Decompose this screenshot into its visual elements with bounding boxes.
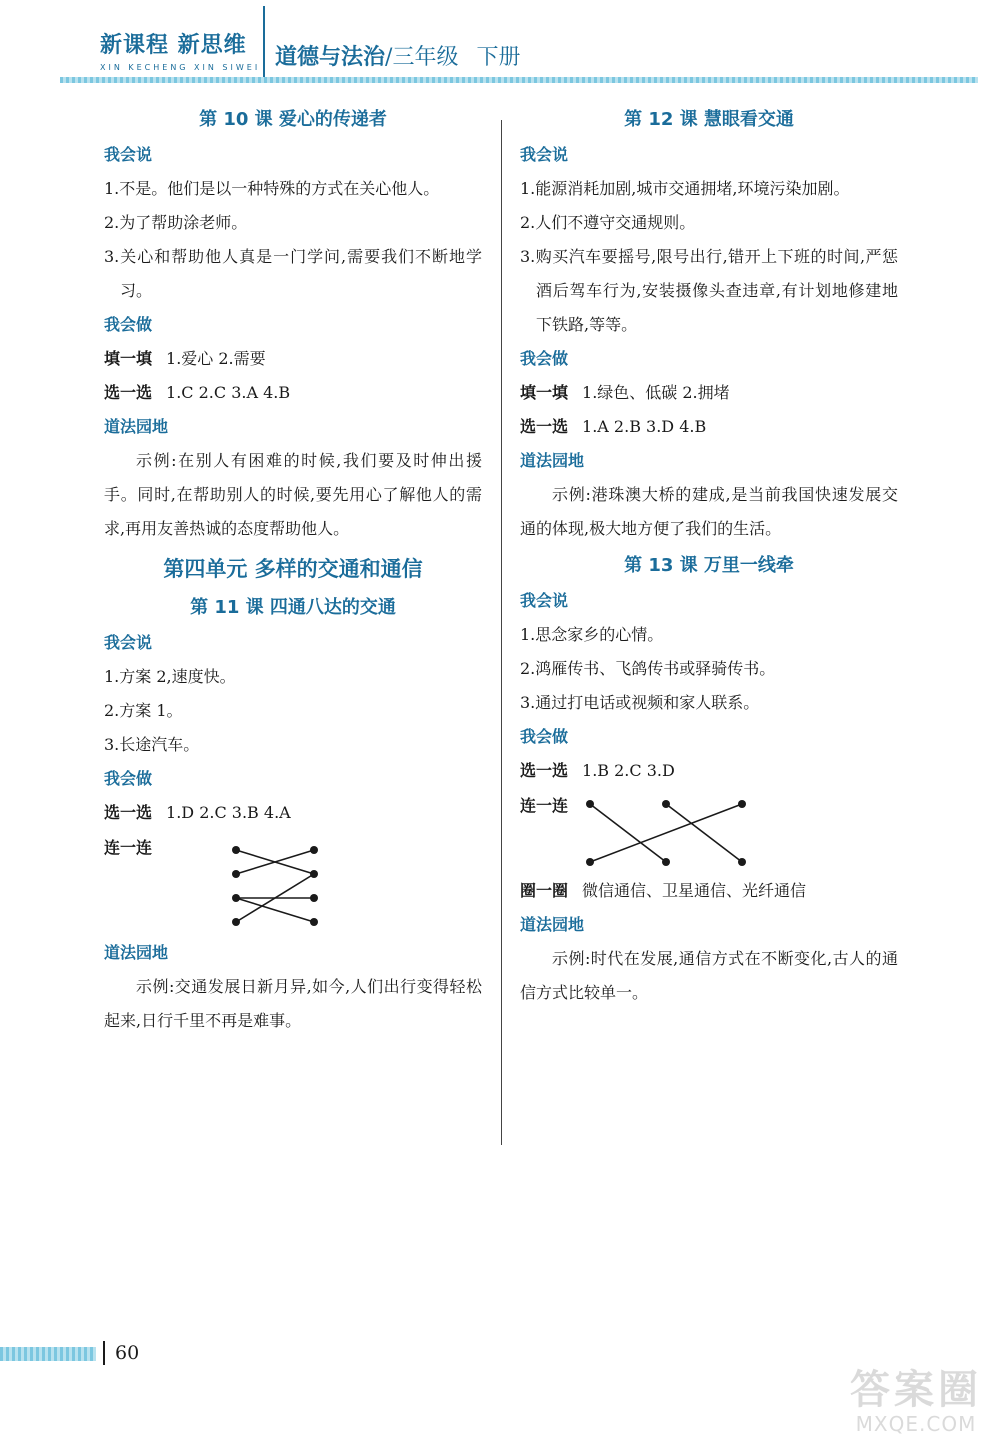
l11-say-heading: 我会说	[104, 633, 153, 652]
match-dot	[232, 894, 240, 902]
l11-say-item: 2.方案 1。	[104, 701, 183, 720]
l13-say-item: 1.思念家乡的心情。	[520, 625, 664, 644]
choose-value: 1.B 2.C 3.D	[582, 761, 675, 780]
match-dot	[586, 800, 594, 808]
l10-choose-answer	[104, 376, 482, 410]
choose-value: 1.C 2.C 3.A 4.B	[166, 383, 291, 402]
fill-value: 1.爱心 2.需要	[166, 349, 266, 368]
l10-say-heading: 我会说	[104, 145, 153, 164]
brand-pinyin: XIN KECHENG XIN SIWEI	[100, 63, 261, 72]
fill-value: 1.绿色、低碳 2.拥堵	[582, 383, 730, 402]
connect-label: 连一连	[104, 838, 153, 857]
footer-band	[0, 1347, 96, 1361]
circle-value: 微信通信、卫星通信、光纤通信	[582, 881, 807, 900]
l13-say-heading: 我会说	[520, 591, 569, 610]
l11-say-item: 3.长途汽车。	[104, 735, 200, 754]
l13-circle-answer	[520, 874, 898, 908]
l13-say-item: 2.鸿雁传书、飞鸽传书或驿骑传书。	[520, 659, 776, 678]
match-dot	[310, 870, 318, 878]
l12-say-item: 3.购买汽车要摇号,限号出行,错开上下班的时间,严惩酒后驾车行为,安装摄像头查违章,有计划地修建地下铁路,等等。	[520, 247, 898, 334]
l12-choose-answer	[520, 410, 898, 444]
l13-say-item: 3.通过打电话或视频和家人联系。	[520, 693, 760, 712]
l13-choose-answer	[520, 754, 898, 788]
brand-title: 新课程 新思维	[100, 33, 247, 58]
l13-garden-text: 示例:时代在发展,通信方式在不断变化,古人的通信方式比较单一。	[520, 949, 898, 1002]
match-dot	[662, 858, 670, 866]
choose-label: 选一选	[104, 383, 153, 402]
match-dot	[232, 870, 240, 878]
match-dot	[310, 918, 318, 926]
book-grade: 三年级	[392, 45, 459, 70]
match-line	[590, 804, 742, 862]
header-divider	[263, 6, 265, 78]
l12-say-item: 2.人们不遵守交通规则。	[520, 213, 696, 232]
left-column	[104, 108, 482, 1038]
choose-label: 选一选	[520, 417, 569, 436]
l11-matching-diagram	[154, 836, 334, 936]
brand-block	[100, 28, 260, 72]
column-divider	[501, 120, 502, 1145]
match-dot	[232, 918, 240, 926]
l13-garden-heading: 道法园地	[520, 915, 585, 934]
lesson-10-title: 第 10 课 爱心的传递者	[199, 109, 387, 130]
l10-garden-text: 示例:在别人有困难的时候,我们要及时伸出援手。同时,在帮助别人的时候,要先用心了解他人的需求,再用友善热诚的态度帮助他人。	[104, 451, 482, 538]
lesson-12-title: 第 12 课 慧眼看交通	[624, 109, 794, 130]
l11-connect-answer	[104, 836, 482, 936]
book-volume: 下册	[476, 45, 521, 70]
match-dot	[586, 858, 594, 866]
l12-do-heading: 我会做	[520, 349, 569, 368]
match-dot	[662, 800, 670, 808]
lesson-13-title: 第 13 课 万里一线牵	[624, 555, 794, 576]
l13-connect-answer	[520, 794, 898, 870]
book-title	[275, 40, 520, 71]
choose-label: 选一选	[104, 803, 153, 822]
book-subject: 道德与法治	[275, 45, 386, 70]
l11-choose-answer	[104, 796, 482, 830]
fill-label: 填一填	[104, 349, 153, 368]
choose-value: 1.A 2.B 3.D 4.B	[582, 417, 707, 436]
l13-matching-diagram	[568, 794, 808, 870]
choose-value: 1.D 2.C 3.B 4.A	[166, 803, 291, 822]
l10-fill-answer	[104, 342, 482, 376]
l11-garden-heading: 道法园地	[104, 943, 169, 962]
match-line	[236, 898, 314, 922]
l11-say-item: 1.方案 2,速度快。	[104, 667, 236, 686]
match-dot	[738, 858, 746, 866]
watermark	[850, 1368, 982, 1436]
circle-label: 圈一圈	[520, 881, 569, 900]
l12-garden-heading: 道法园地	[520, 451, 585, 470]
watermark-logo: 答案圈	[850, 1367, 982, 1413]
match-dot	[232, 846, 240, 854]
watermark-url: MXQE.COM	[855, 1412, 977, 1436]
fill-label: 填一填	[520, 383, 569, 402]
match-dot	[310, 846, 318, 854]
unit-4-title: 第四单元 多样的交通和通信	[163, 557, 423, 581]
page-number: 60	[115, 1342, 140, 1364]
l12-garden-text: 示例:港珠澳大桥的建成,是当前我国快速发展交通的体现,极大地方便了我们的生活。	[520, 485, 898, 538]
footer-tick	[103, 1341, 105, 1365]
connect-label: 连一连	[520, 796, 569, 815]
l10-garden-heading: 道法园地	[104, 417, 169, 436]
book-separator: /	[385, 45, 393, 70]
l10-do-heading: 我会做	[104, 315, 153, 334]
l12-say-heading: 我会说	[520, 145, 569, 164]
header-rule	[60, 77, 978, 83]
l10-say-item: 3.关心和帮助他人真是一门学问,需要我们不断地学习。	[104, 247, 482, 300]
l13-do-heading: 我会做	[520, 727, 569, 746]
match-line	[590, 804, 666, 862]
l12-fill-answer	[520, 376, 898, 410]
match-dot	[310, 894, 318, 902]
l10-say-item: 2.为了帮助涂老师。	[104, 213, 248, 232]
choose-label: 选一选	[520, 761, 569, 780]
l11-do-heading: 我会做	[104, 769, 153, 788]
l10-say-item: 1.不是。他们是以一种特殊的方式在关心他人。	[104, 179, 440, 198]
match-dot	[738, 800, 746, 808]
l11-garden-text: 示例:交通发展日新月异,如今,人们出行变得轻松起来,日行千里不再是难事。	[104, 977, 482, 1030]
right-column	[520, 108, 898, 1010]
match-line	[666, 804, 742, 862]
lesson-11-title: 第 11 课 四通八达的交通	[190, 597, 396, 618]
l12-say-item: 1.能源消耗加剧,城市交通拥堵,环境污染加剧。	[520, 179, 850, 198]
